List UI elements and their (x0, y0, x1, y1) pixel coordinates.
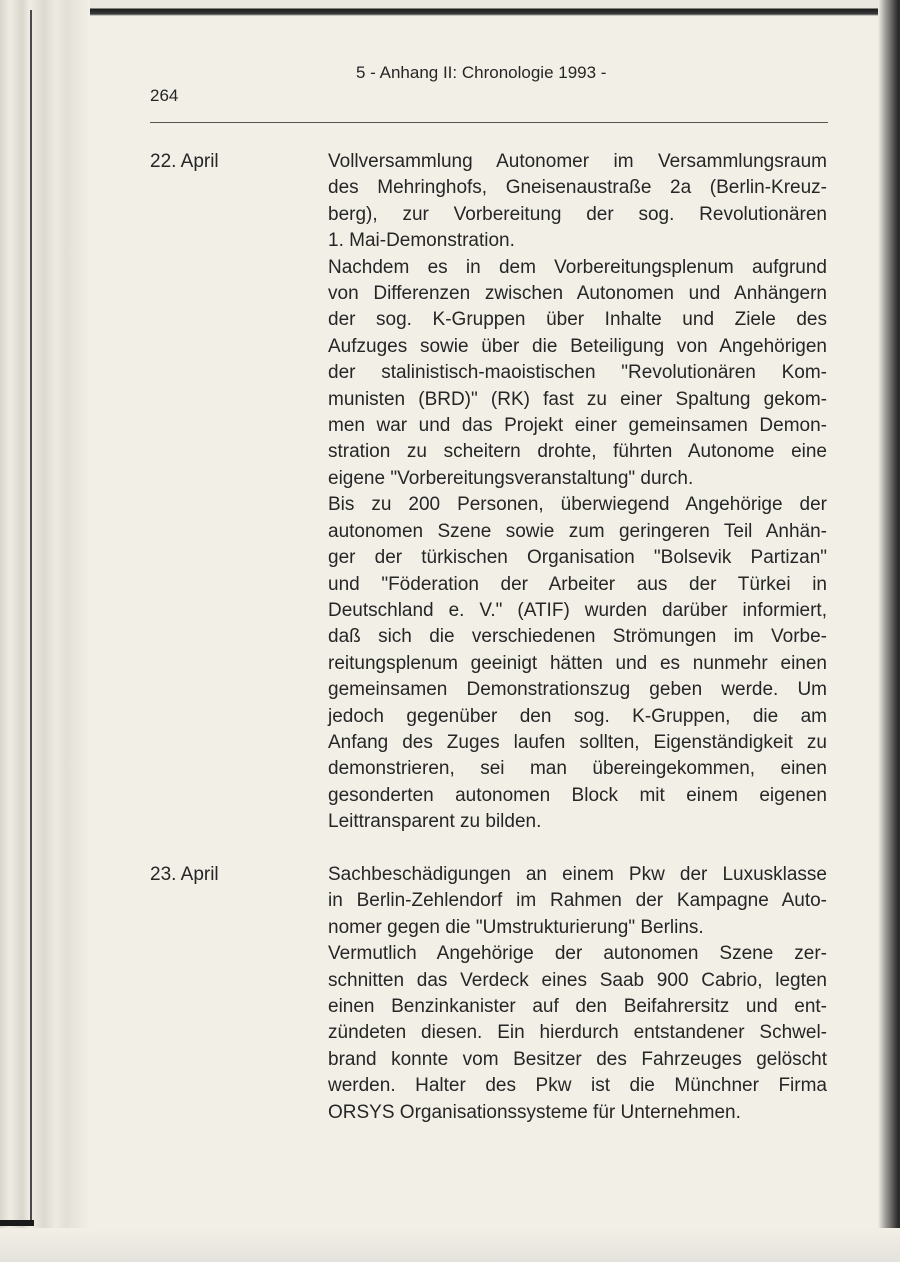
book-binding (0, 0, 90, 1262)
text-line: der sog. K-Gruppen über Inhalte und Ziele des (328, 309, 827, 331)
text-line: Anfang des Zuges laufen sollten, Eigenständigkeit zu (328, 731, 827, 753)
text-line: Nachdem es in dem Vorbereitungsplenum aufgrund (328, 256, 827, 278)
text-line: der stalinistisch-maoistischen "Revolutionären Kom- (328, 362, 827, 384)
page-number: 264 (150, 86, 179, 105)
page-top-edge (0, 0, 900, 16)
page-bottom-edge (0, 1228, 900, 1262)
paragraph (328, 941, 827, 1126)
text-line: berg), zur Vorbereitung der sog. Revolutionären (328, 203, 827, 225)
text-line: men war und das Projekt einer gemeinsamen Demon- (328, 415, 827, 437)
text-line: stration zu scheitern drohte, führten Autonome eine (328, 441, 827, 463)
text-line: autonomen Szene sowie zum geringeren Teil Anhän- (328, 520, 827, 542)
text-line: Deutschland e. V." (ATIF) wurden darüber informiert, (328, 599, 827, 621)
text-line: Sachbeschädigungen an einem Pkw der Luxusklasse (328, 864, 827, 885)
text-line: werden. Halter des Pkw ist die Münchner Firma (328, 1075, 827, 1097)
entry-date: 23. April (150, 864, 219, 885)
text-line: daß sich die verschiedenen Strömungen im Vorbe- (328, 626, 827, 648)
text-line: gesonderten autonomen Block mit einem eigenen (328, 784, 827, 806)
text-line: eigene "Vorbereitungsveranstaltung" durch. (328, 467, 694, 489)
text-line: in Berlin-Zehlendorf im Rahmen der Kampagne Auto- (328, 890, 827, 912)
text-line: Leittransparent zu bilden. (328, 811, 542, 833)
entry-date: 22. April (150, 151, 219, 172)
text-line: Vollversammlung Autonomer im Versammlungsraum (328, 151, 827, 172)
text-line: von Differenzen zwischen Autonomen und Anhängern (328, 283, 827, 305)
entry-body (328, 862, 827, 1126)
text-line: des Mehringhofs, Gneisenaustraße 2a (Berlin-Kreuz- (328, 177, 827, 199)
paragraph (328, 255, 827, 493)
text-line: schnitten das Verdeck eines Saab 900 Cabrio, legten (328, 969, 827, 991)
running-title: 5 - Anhang II: Chronologie 1993 - (356, 63, 607, 82)
text-line: gemeinsamen Demonstrationszug geben werde. Um (328, 679, 827, 701)
text-line: reitungsplenum geeinigt hätten und es nunmehr einen (328, 652, 827, 674)
text-line: ORSYS Organisationssysteme für Unternehmen. (328, 1101, 741, 1123)
text-line: Vermutlich Angehörige der autonomen Szene zer- (328, 943, 827, 965)
text-line: und "Föderation der Arbeiter aus der Türkei in (328, 573, 827, 595)
text-line: einen Benzinkanister auf den Beifahrersitz und ent- (328, 996, 827, 1018)
paragraph (328, 149, 827, 255)
paragraph (328, 862, 827, 941)
text-line: Bis zu 200 Personen, überwiegend Angehörige der (328, 494, 827, 516)
text-line: munisten (BRD)" (RK) fast zu einer Spaltung gekom- (328, 388, 827, 410)
page-right-edge (878, 0, 900, 1262)
text-line: jedoch gegenüber den sog. K-Gruppen, die am (328, 705, 827, 727)
text-line: ger der türkischen Organisation "Bolsevik Partizan" (328, 547, 827, 569)
text-line: zündeten diesen. Ein hierdurch entstandener Schwel- (328, 1022, 827, 1044)
text-line: Aufzuges sowie über die Beteiligung von Angehörigen (328, 335, 827, 357)
text-line: nomer gegen die "Umstrukturierung" Berlins. (328, 916, 704, 938)
entry-body (328, 149, 827, 836)
paragraph (328, 492, 827, 835)
text-line: demonstrieren, sei man übereingekommen, einen (328, 758, 827, 780)
text-line: brand konnte vom Besitzer des Fahrzeuges gelöscht (328, 1048, 827, 1070)
header-rule (150, 122, 828, 123)
text-line: 1. Mai-Demonstration. (328, 230, 515, 252)
